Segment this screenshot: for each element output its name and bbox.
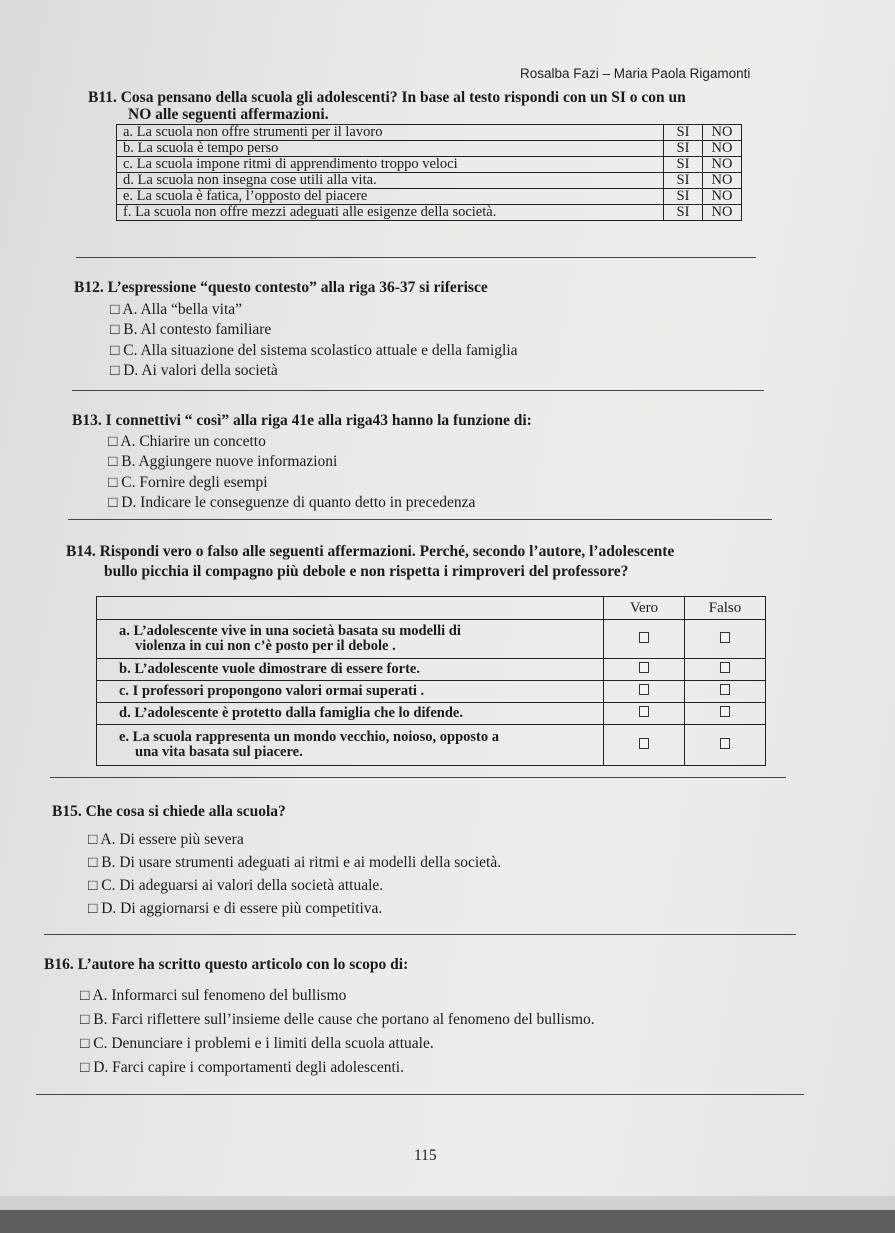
b14-title-line2: bullo picchia il compagno più debole e non rispetta i rimproveri del professore? bbox=[104, 563, 629, 580]
falso-checkbox[interactable] bbox=[685, 703, 766, 725]
falso-checkbox[interactable] bbox=[685, 681, 766, 703]
b16-title: B16. L’autore ha scritto questo articolo con lo scopo di: bbox=[44, 956, 409, 973]
b11-statement: c. La scuola impone ritmi di apprendimento troppo veloci bbox=[117, 157, 664, 173]
b14-title-line1: B14. Rispondi vero o falso alle seguenti affermazioni. Perché, secondo l’autore, l’adolescente bbox=[66, 543, 675, 560]
b11-table bbox=[116, 124, 742, 221]
falso-checkbox[interactable] bbox=[685, 620, 766, 659]
checkbox-icon bbox=[639, 632, 649, 643]
table-row bbox=[97, 703, 766, 725]
b11-statement: b. La scuola è tempo perso bbox=[117, 141, 664, 157]
b14-statement-line1: b. L’adolescente vuole dimostrare di essere forte. bbox=[119, 661, 420, 677]
column-header-falso: Falso bbox=[685, 597, 766, 620]
b14-statement-line1: c. I professori propongono valori ormai superati . bbox=[119, 683, 425, 699]
vero-checkbox[interactable] bbox=[604, 620, 685, 659]
table-row bbox=[117, 125, 742, 141]
b16-option-d[interactable]: □ D. Farci capire i comportamenti degli adolescenti. bbox=[80, 1059, 404, 1076]
vero-checkbox[interactable] bbox=[604, 725, 685, 766]
checkbox-icon bbox=[639, 684, 649, 695]
b11-statement: a. La scuola non offre strumenti per il lavoro bbox=[117, 125, 664, 141]
b14-statement-line1: e. La scuola rappresenta un mondo vecchio, noioso, opposto a bbox=[119, 729, 499, 745]
page-number: 115 bbox=[414, 1147, 437, 1164]
table-row bbox=[117, 173, 742, 189]
b11-no-option[interactable]: NO bbox=[703, 157, 742, 173]
checkbox-icon bbox=[720, 738, 730, 749]
b14-statement bbox=[97, 681, 604, 703]
b11-statement: d. La scuola non insegna cose utili alla vita. bbox=[117, 173, 664, 189]
b11-yes-option[interactable]: SI bbox=[664, 173, 703, 189]
checkbox-icon bbox=[639, 706, 649, 717]
b15-title: B15. Che cosa si chiede alla scuola? bbox=[52, 803, 286, 820]
b11-statement: f. La scuola non offre mezzi adeguati alle esigenze della società. bbox=[117, 205, 664, 221]
header-author: Rosalba Fazi – Maria Paola Rigamonti bbox=[520, 66, 751, 81]
b13-title: B13. I connettivi “ così” alla riga 41e alla riga43 hanno la funzione di: bbox=[72, 412, 532, 429]
table-header-row bbox=[97, 597, 766, 620]
checkbox-icon bbox=[720, 662, 730, 673]
b14-statement bbox=[97, 725, 604, 766]
table-row bbox=[117, 141, 742, 157]
b12-option-c[interactable]: □ C. Alla situazione del sistema scolastico attuale e della famiglia bbox=[110, 342, 518, 359]
table-row bbox=[117, 157, 742, 173]
b11-title-line2: NO alle seguenti affermazioni. bbox=[128, 106, 329, 123]
b15-option-c[interactable]: □ C. Di adeguarsi ai valori della società attuale. bbox=[88, 877, 384, 894]
table-row bbox=[97, 681, 766, 703]
b11-yes-option[interactable]: SI bbox=[664, 189, 703, 205]
b11-no-option[interactable]: NO bbox=[703, 141, 742, 157]
b11-title-line1: B11. Cosa pensano della scuola gli adolescenti? In base al testo rispondi con un SI o con un bbox=[88, 89, 686, 106]
b11-yes-option[interactable]: SI bbox=[664, 205, 703, 221]
b12-option-d[interactable]: □ D. Ai valori della società bbox=[110, 362, 278, 379]
table-row bbox=[97, 725, 766, 766]
falso-checkbox[interactable] bbox=[685, 725, 766, 766]
b14-statement-line1: a. L’adolescente vive in una società basata su modelli di bbox=[119, 623, 461, 639]
b11-yes-option[interactable]: SI bbox=[664, 157, 703, 173]
separator-line bbox=[44, 934, 796, 935]
b14-statement-line2: violenza in cui non c’è posto per il debole . bbox=[135, 638, 396, 654]
table-row bbox=[97, 659, 766, 681]
column-header-vero: Vero bbox=[604, 597, 685, 620]
b13-option-b[interactable]: □ B. Aggiungere nuove informazioni bbox=[108, 453, 338, 470]
b11-no-option[interactable]: NO bbox=[703, 205, 742, 221]
b13-option-d[interactable]: □ D. Indicare le conseguenze di quanto detto in precedenza bbox=[108, 494, 476, 511]
b11-yes-option[interactable]: SI bbox=[664, 141, 703, 157]
checkbox-icon bbox=[639, 738, 649, 749]
falso-checkbox[interactable] bbox=[685, 659, 766, 681]
b12-title: B12. L’espressione “questo contesto” alla riga 36-37 si riferisce bbox=[74, 279, 488, 296]
checkbox-icon bbox=[720, 706, 730, 717]
b14-empty-header bbox=[97, 597, 604, 620]
b12-option-b[interactable]: □ B. Al contesto familiare bbox=[110, 321, 272, 338]
separator-line bbox=[68, 519, 772, 520]
separator-line bbox=[36, 1094, 804, 1095]
b11-no-option[interactable]: NO bbox=[703, 173, 742, 189]
b13-option-c[interactable]: □ C. Fornire degli esempi bbox=[108, 474, 268, 491]
b14-table bbox=[96, 596, 766, 766]
checkbox-icon bbox=[720, 684, 730, 695]
checkbox-icon bbox=[639, 662, 649, 673]
separator-line bbox=[50, 777, 786, 778]
b14-statement-line2: una vita basata sul piacere. bbox=[135, 744, 303, 760]
b15-option-b[interactable]: □ B. Di usare strumenti adeguati ai ritmi e ai modelli della società. bbox=[88, 854, 502, 871]
separator-line bbox=[76, 257, 756, 258]
b16-option-c[interactable]: □ C. Denunciare i problemi e i limiti della scuola attuale. bbox=[80, 1035, 434, 1052]
separator-line bbox=[72, 390, 764, 391]
table-row bbox=[117, 189, 742, 205]
b14-statement bbox=[97, 659, 604, 681]
b16-option-b[interactable]: □ B. Farci riflettere sull’insieme delle cause che portano al fenomeno del bullismo. bbox=[80, 1011, 595, 1028]
table-row bbox=[97, 620, 766, 659]
vero-checkbox[interactable] bbox=[604, 659, 685, 681]
b13-option-a[interactable]: □ A. Chiarire un concetto bbox=[108, 433, 266, 450]
vero-checkbox[interactable] bbox=[604, 703, 685, 725]
b11-no-option[interactable]: NO bbox=[703, 189, 742, 205]
paper-bottom-edge bbox=[0, 1196, 895, 1210]
b11-statement: e. La scuola è fatica, l’opposto del piacere bbox=[117, 189, 664, 205]
table-row bbox=[117, 205, 742, 221]
b15-option-d[interactable]: □ D. Di aggiornarsi e di essere più competitiva. bbox=[88, 900, 383, 917]
b15-option-a[interactable]: □ A. Di essere più severa bbox=[88, 831, 244, 848]
b11-yes-option[interactable]: SI bbox=[664, 125, 703, 141]
b11-no-option[interactable]: NO bbox=[703, 125, 742, 141]
b14-statement-line1: d. L’adolescente è protetto dalla famiglia che lo difende. bbox=[119, 705, 463, 721]
b16-option-a[interactable]: □ A. Informarci sul fenomeno del bullismo bbox=[80, 987, 347, 1004]
b14-statement bbox=[97, 620, 604, 659]
b14-statement bbox=[97, 703, 604, 725]
checkbox-icon bbox=[720, 632, 730, 643]
vero-checkbox[interactable] bbox=[604, 681, 685, 703]
b12-option-a[interactable]: □ A. Alla “bella vita” bbox=[110, 301, 243, 318]
